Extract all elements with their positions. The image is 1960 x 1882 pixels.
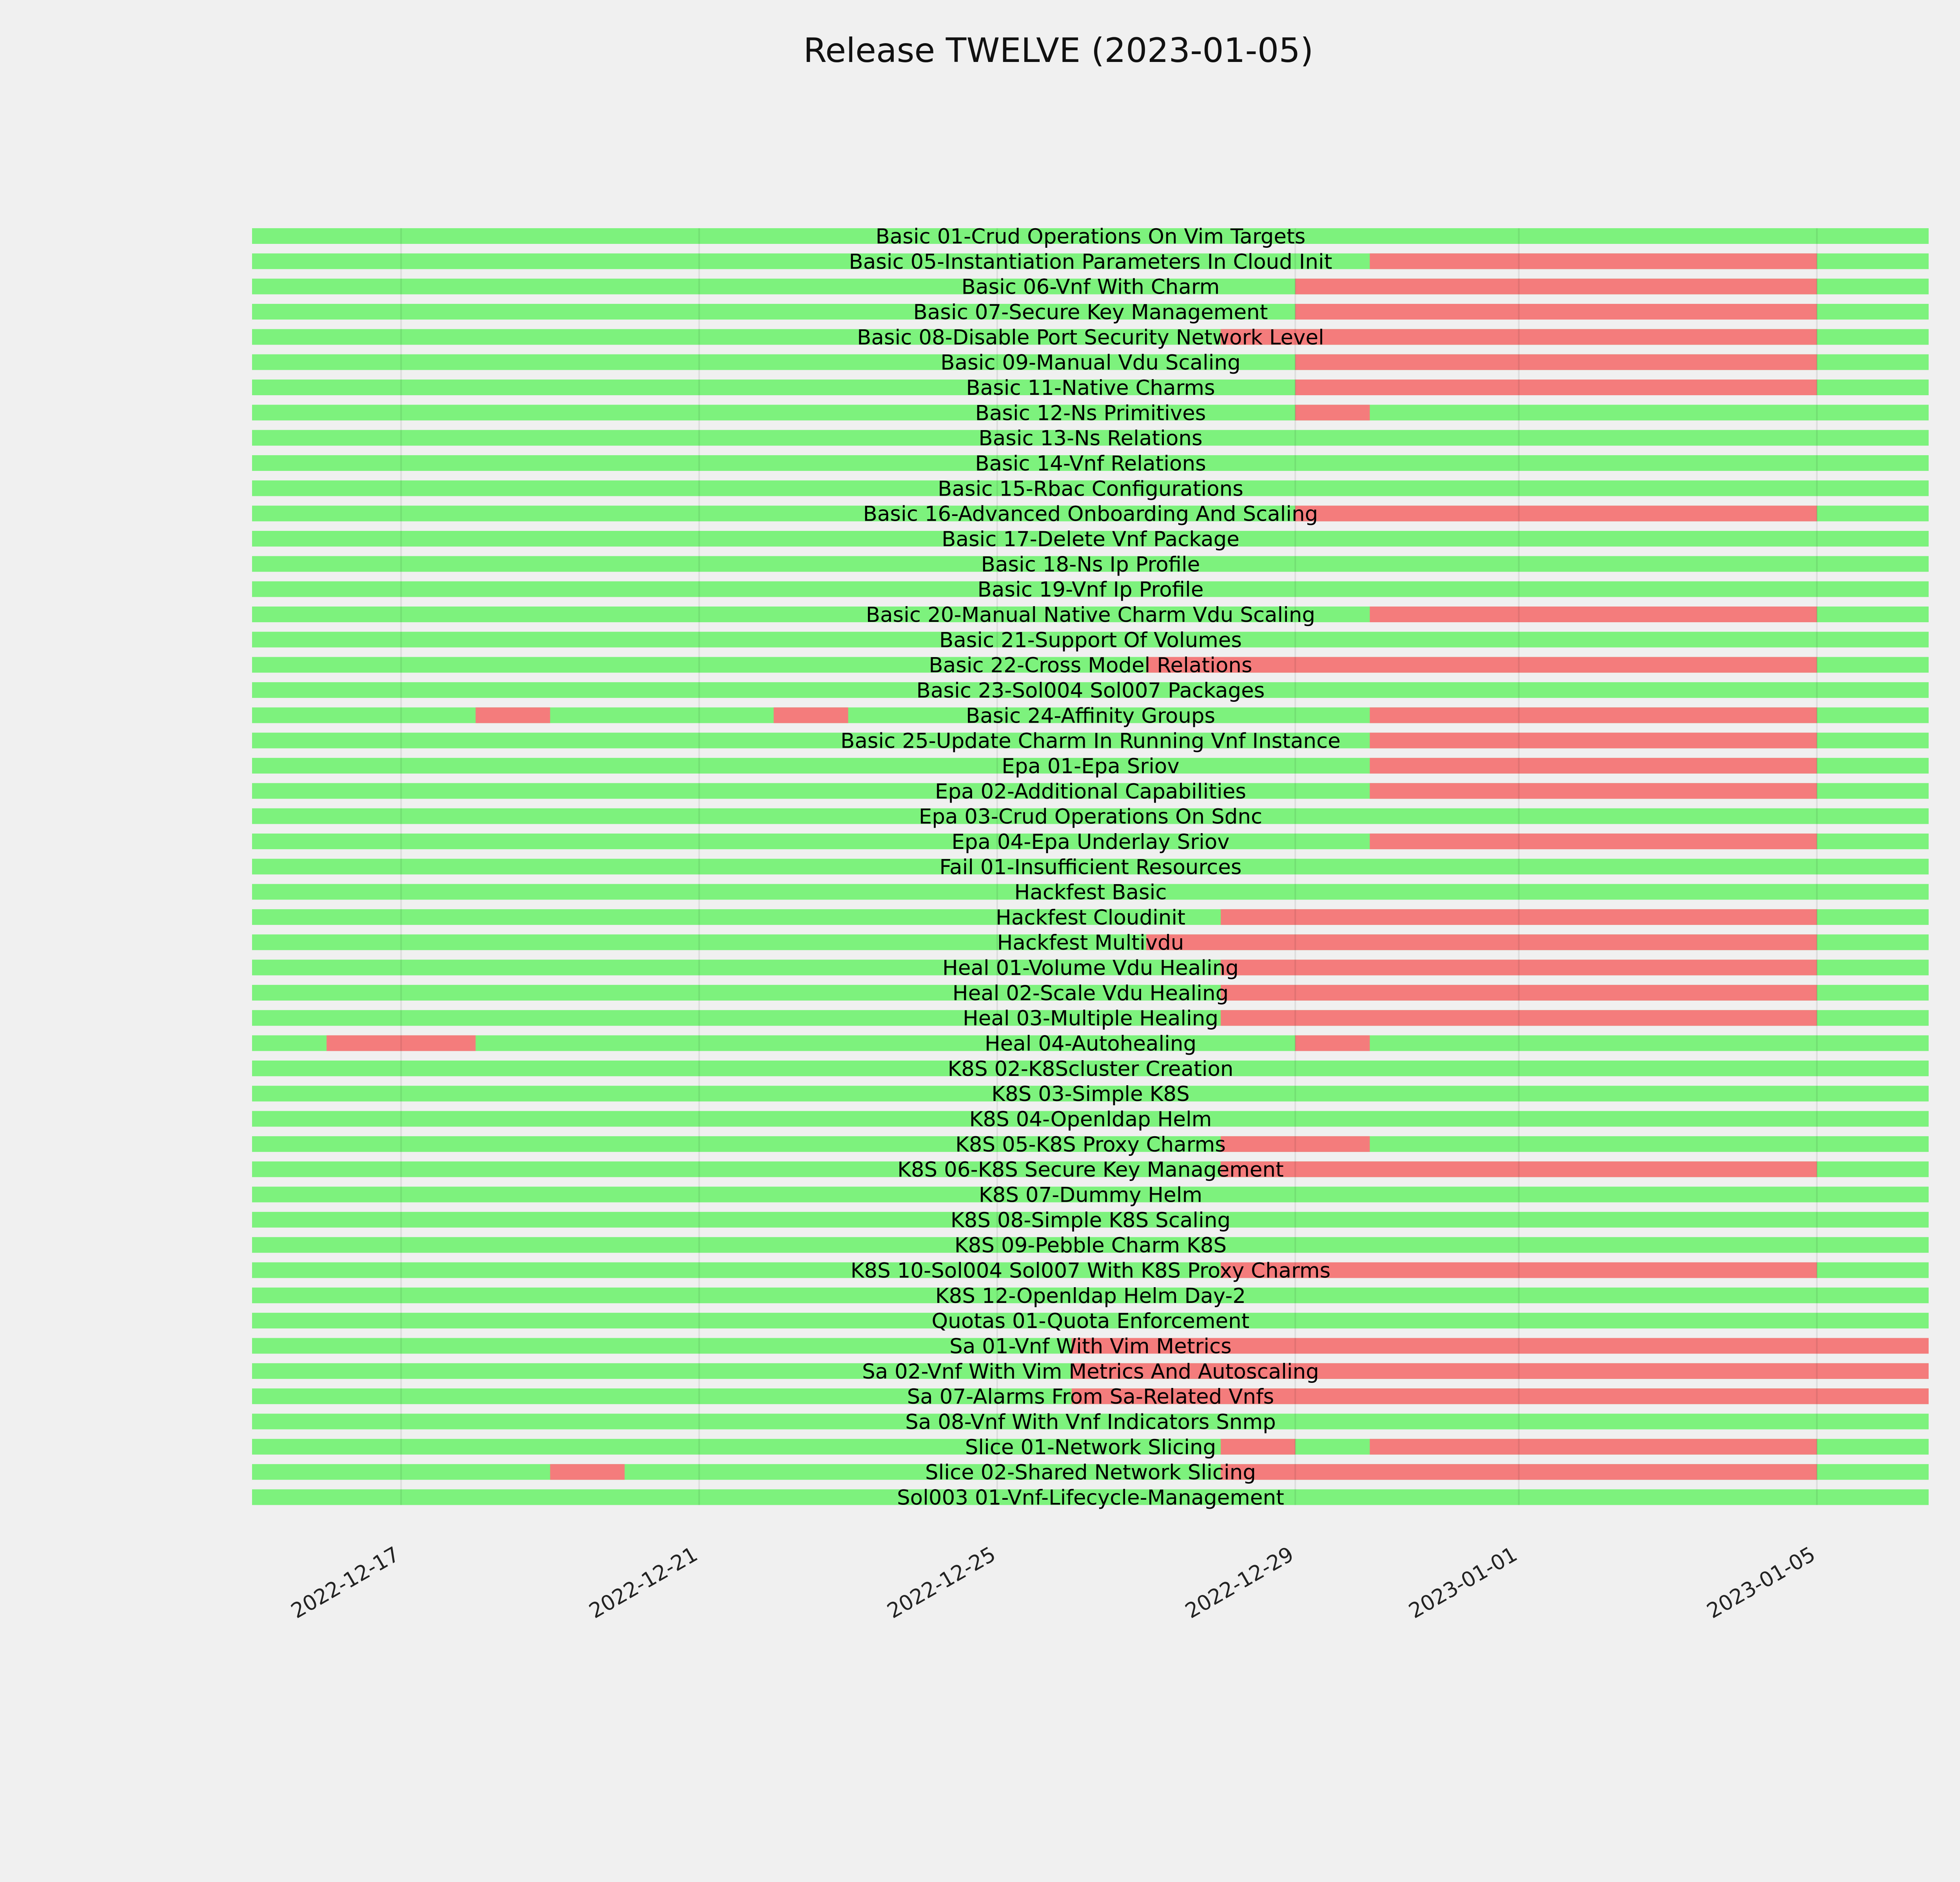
task-label: Heal 03-Multiple Healing xyxy=(962,1006,1219,1031)
fail-bar xyxy=(1370,733,1817,748)
fail-bar xyxy=(1221,1439,1295,1455)
task-label: Sa 07-Alarms From Sa-Related Vnfs xyxy=(907,1385,1274,1409)
task-label: Sol003 01-Vnf-Lifecycle-Management xyxy=(897,1486,1284,1510)
x-tick-label: 2023-01-01 xyxy=(1405,1542,1522,1624)
task-label: Sa 02-Vnf With Vim Metrics And Autoscaling xyxy=(862,1359,1319,1384)
task-label: K8S 10-Sol004 Sol007 With K8S Proxy Charms xyxy=(850,1259,1331,1283)
fail-bar xyxy=(1295,506,1817,521)
task-label: Sa 08-Vnf With Vnf Indicators Snmp xyxy=(905,1410,1276,1434)
chart-title: Release TWELVE (2023-01-05) xyxy=(803,31,1314,70)
task-label: Basic 24-Affinity Groups xyxy=(965,704,1216,728)
x-tick-label: 2022-12-25 xyxy=(883,1542,1000,1624)
task-label: Basic 22-Cross Model Relations xyxy=(929,653,1252,678)
task-label: Basic 09-Manual Vdu Scaling xyxy=(940,351,1241,375)
task-label: Basic 23-Sol004 Sol007 Packages xyxy=(916,678,1265,703)
task-label: Basic 17-Delete Vnf Package xyxy=(942,527,1240,551)
task-label: Basic 06-Vnf With Charm xyxy=(961,275,1220,299)
fail-bar xyxy=(550,1464,624,1480)
task-label: Basic 13-Ns Relations xyxy=(978,426,1203,451)
task-label: Heal 04-Autohealing xyxy=(984,1032,1197,1056)
task-label: Slice 02-Shared Network Slicing xyxy=(925,1461,1256,1485)
task-label: K8S 09-Pebble Charm K8S xyxy=(954,1233,1227,1258)
task-label: Basic 01-Crud Operations On Vim Targets xyxy=(875,225,1306,249)
fail-bar xyxy=(1370,253,1817,269)
task-label: Hackfest Basic xyxy=(1014,880,1167,905)
fail-bar xyxy=(1370,707,1817,723)
fail-bar xyxy=(1370,758,1817,774)
task-label: Quotas 01-Quota Enforcement xyxy=(931,1309,1250,1333)
task-label: Epa 02-Additional Capabilities xyxy=(935,779,1246,804)
task-label: Basic 21-Support Of Volumes xyxy=(939,628,1242,652)
task-label: Basic 18-Ns Ip Profile xyxy=(981,552,1200,577)
task-label: Fail 01-Insufficient Resources xyxy=(939,855,1242,879)
task-label: Sa 01-Vnf With Vim Metrics xyxy=(949,1334,1232,1359)
task-label: Epa 04-Epa Underlay Sriov xyxy=(951,830,1230,854)
fail-bar xyxy=(1295,1035,1370,1051)
task-label: K8S 03-Simple K8S xyxy=(991,1082,1190,1106)
task-label: Epa 01-Epa Sriov xyxy=(1002,754,1180,778)
fail-bar xyxy=(1295,279,1817,294)
task-label: Basic 11-Native Charms xyxy=(966,376,1215,400)
x-tick-label: 2022-12-29 xyxy=(1181,1542,1298,1624)
task-label: Slice 01-Network Slicing xyxy=(965,1435,1216,1459)
task-label: K8S 05-K8S Proxy Charms xyxy=(955,1132,1226,1157)
x-tick-label: 2022-12-17 xyxy=(287,1542,404,1624)
task-label: Basic 20-Manual Native Charm Vdu Scaling xyxy=(866,603,1316,627)
task-label: Basic 07-Secure Key Management xyxy=(913,300,1268,324)
fail-bar xyxy=(1295,354,1817,370)
task-label: K8S 02-K8Scluster Creation xyxy=(947,1057,1234,1081)
task-label: Basic 05-Instantiation Parameters In Cloud Init xyxy=(849,250,1332,274)
fail-bar xyxy=(774,707,848,723)
task-label: Hackfest Multivdu xyxy=(997,931,1184,955)
fail-bar xyxy=(1370,1439,1817,1455)
task-label: K8S 06-K8S Secure Key Management xyxy=(897,1158,1284,1182)
task-label: Basic 12-Ns Primitives xyxy=(975,401,1206,425)
task-label: Basic 08-Disable Port Security Network Level xyxy=(857,325,1324,350)
fail-bar xyxy=(1295,380,1817,395)
task-label: Basic 19-Vnf Ip Profile xyxy=(977,578,1204,602)
task-label: K8S 04-Openldap Helm xyxy=(969,1107,1212,1132)
task-label: K8S 07-Dummy Helm xyxy=(978,1183,1203,1207)
fail-bar xyxy=(1370,783,1817,799)
task-label: K8S 08-Simple K8S Scaling xyxy=(950,1208,1231,1232)
task-label: Heal 02-Scale Vdu Healing xyxy=(952,981,1229,1005)
fail-bar xyxy=(1295,304,1817,320)
x-tick-label: 2022-12-21 xyxy=(585,1542,702,1624)
task-label: K8S 12-Openldap Helm Day-2 xyxy=(935,1284,1246,1308)
fail-bar xyxy=(1295,405,1370,420)
task-label: Epa 03-Crud Operations On Sdnc xyxy=(918,805,1263,829)
task-label: Basic 15-Rbac Configurations xyxy=(938,477,1243,501)
task-label: Basic 16-Advanced Onboarding And Scaling xyxy=(863,502,1318,526)
fail-bar xyxy=(1370,607,1817,622)
fail-bar xyxy=(475,707,550,723)
task-label: Hackfest Cloudinit xyxy=(996,905,1185,930)
task-label: Basic 25-Update Charm In Running Vnf Instance xyxy=(840,729,1341,753)
fail-bar xyxy=(1370,834,1817,849)
task-label: Heal 01-Volume Vdu Healing xyxy=(942,956,1239,980)
x-tick-label: 2023-01-05 xyxy=(1703,1542,1820,1624)
task-label: Basic 14-Vnf Relations xyxy=(975,451,1206,476)
fail-bar xyxy=(1146,934,1817,950)
